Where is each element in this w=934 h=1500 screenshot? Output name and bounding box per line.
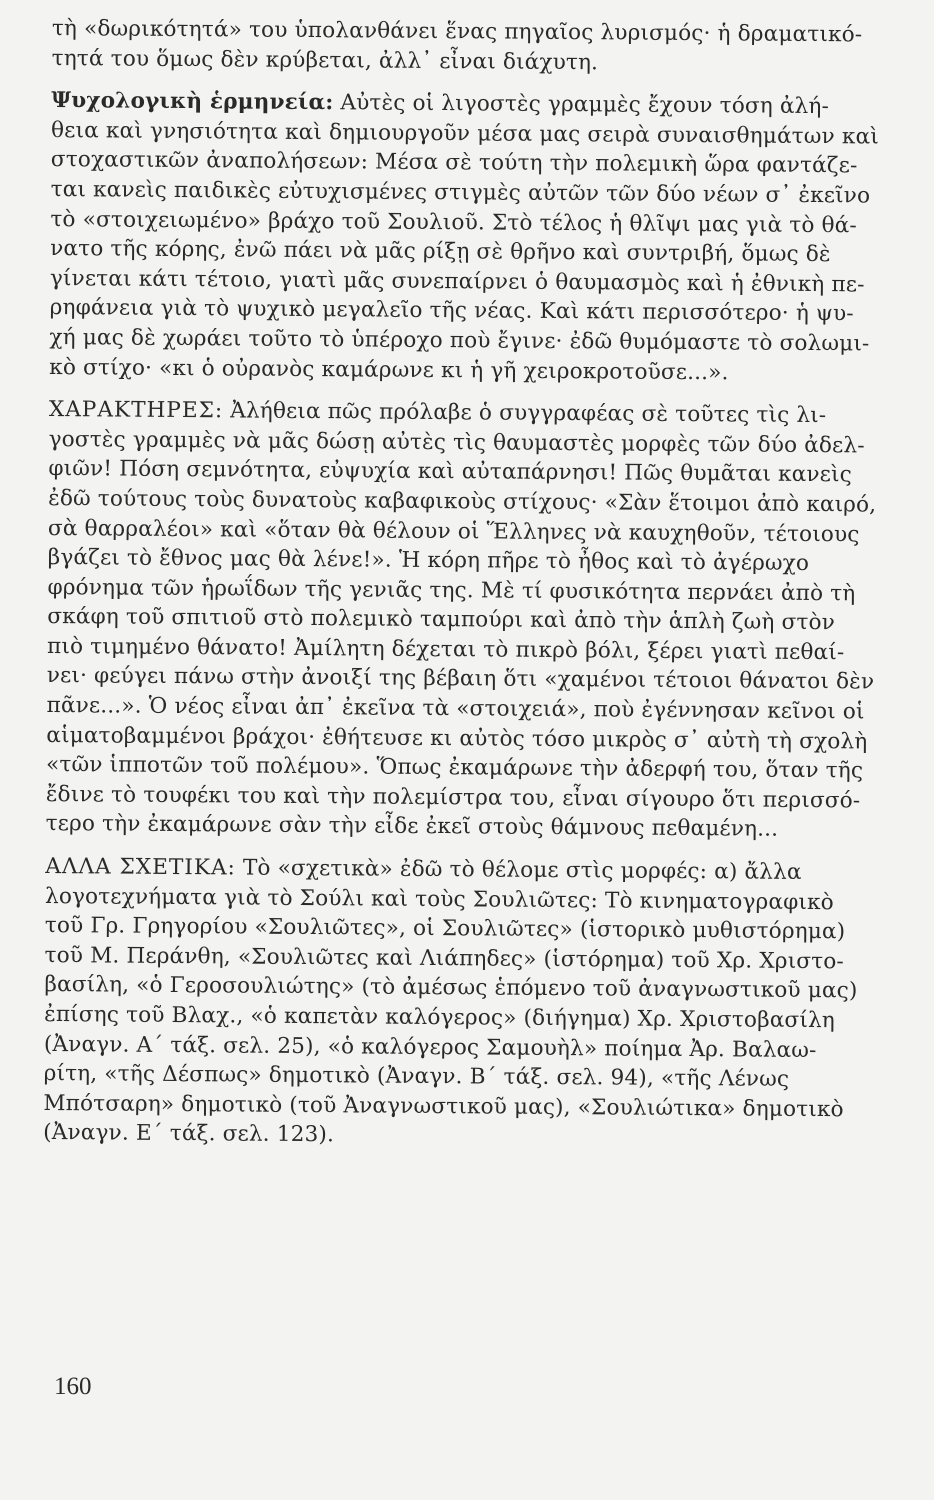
text-line: νατο τῆς κόρης, ἐνῶ πάει νὰ μᾶς ρίξῃ σὲ θρῆνο καὶ συντριβή, ὅμως δὲ bbox=[50, 236, 831, 268]
text-line: φρόνημα τῶν ἡρωΐδων τῆς γενιᾶς της. Μὲ τί φυσικότητα περνάει ἀπὸ τὴ bbox=[47, 574, 856, 607]
text-line: (Ἀναγν. Ε΄ τάξ. σελ. 123). bbox=[43, 1120, 335, 1148]
text-line: θεια καὶ γνησιότητα καὶ δημιουργοῦν μέσα μας σειρὰ συναισθημάτων καὶ bbox=[50, 117, 879, 150]
text-line: αἱματοβαμμένοι βράχοι· ἐθήτευσε κι αὐτὸς τόσο μικρὸς σ᾿ αὐτὴ τὴ σχολὴ bbox=[46, 722, 868, 755]
text-line-continuation: Ἀλήθεια πῶς πρόλαβε ὁ συγγραφέας σὲ τοῦτες τὶς λι- bbox=[223, 398, 827, 429]
text-line: ἐπίσης τοῦ Βλαχ., «ὁ καπετὰν καλόγερος» (διήγημα) Χρ. Χριστοβασίλη bbox=[44, 1001, 836, 1034]
section-heading-psychological: Ψυχολογικὴ ἑρμηνεία: bbox=[51, 88, 334, 116]
text-line: φιῶν! Πόση σεμνότητα, εὐψυχία καὶ αὐταπάρνησι! Πῶς θυμᾶται κανεὶς bbox=[48, 456, 852, 488]
text-line: τητά του ὅμως δὲν κρύβεται, ἀλλ᾿ εἶναι διάχυτη. bbox=[51, 45, 599, 75]
paragraph-related bbox=[43, 852, 883, 1155]
text-line: σὰ θαρραλέοι» καὶ «ὅταν θὰ θέλουν οἱ Ἕλληνες νὰ καυχηθοῦν, τέτοιους bbox=[47, 515, 860, 547]
text-line: λογοτεχνήματα γιὰ τὸ Σούλι καὶ τοὺς Σουλιῶτες: Τὸ κινηματογραφικὸ bbox=[44, 883, 834, 915]
section-heading-characters: ΧΑΡΑΚΤΗΡΕΣ: bbox=[48, 397, 224, 424]
text-line: ρίτη, «τῆς Δέσπως» δημοτικὸ (Ἀναγν. Β΄ τάξ. σελ. 94), «τῆς Λένως bbox=[43, 1061, 790, 1093]
text-line: τοῦ Μ. Περάνθη, «Σουλιῶτες καὶ Λιάπηδες» (ἱστόρημα) τοῦ Χρ. Χριστο- bbox=[44, 942, 844, 975]
text-line: τοῦ Γρ. Γρηγορίου «Σουλιῶτες», οἱ Σουλιῶτες» (ἱστορικὸ μυθιστόρημα) bbox=[44, 913, 846, 945]
text-line: γοστὲς γραμμὲς νὰ μᾶς δώσῃ αὐτὲς τὶς θαυμαστὲς μορφὲς τῶν δύο ἀδελ- bbox=[48, 426, 865, 459]
text-line: ται κανεὶς παιδικὲς εὐτυχισμένες στιγμὲς αὐτῶν τῶν δύο νέων σ᾿ ἐκεῖνο bbox=[50, 176, 871, 209]
text-line: γίνεται κάτι τέτοιο, γιατὶ μᾶς συνεπαίρνει ὁ θαυμασμὸς καὶ ἡ ἐθνικὴ πε- bbox=[49, 265, 865, 298]
text-line: «τῶν ἱπποτῶν τοῦ πολέμου». Ὅπως ἐκαμάρωνε τὴν ἀδερφή του, ὅταν τῆς bbox=[46, 752, 864, 784]
text-line: νει· φεύγει πάνω στὴν ἀνοιξί της βέβαιη ὅτι «χαμένοι τέτοιοι θάνατοι δὲν bbox=[46, 663, 875, 695]
text-line: χή μας δὲ χωράει τοῦτο τὸ ὑπέροχο ποὺ ἔγινε· ἐδῶ θυμόμαστε τὸ σολωμι- bbox=[49, 324, 870, 357]
text-line: ἔδινε τὸ τουφέκι του καὶ τὴν πολεμίστρα του, εἶναι σίγουρο ὅτι περισσό- bbox=[45, 781, 861, 814]
text-line: βασίλη, «ὁ Γεροσουλιώτης» (τὸ ἀμέσως ἑπόμενο τοῦ ἀναγνωστικοῦ μας) bbox=[44, 972, 858, 1004]
page-number: 160 bbox=[54, 1373, 92, 1400]
text-line: Μπότσαρη» δημοτικὸ (τοῦ Ἀναγνωστικοῦ μας), «Σουλιώτικα» δημοτικὸ bbox=[43, 1090, 844, 1123]
text-line: πιὸ τιμημένο θάνατο! Ἀμίλητη δέχεται τὸ πικρὸ βόλι, ξέρει γιατὶ πεθαί- bbox=[46, 633, 845, 666]
text-line: τὸ «στοιχειωμένο» βράχο τοῦ Σουλιοῦ. Στὸ τέλος ἡ θλῖψι μας γιὰ τὸ θά- bbox=[50, 206, 857, 238]
text-line: σκάφη τοῦ σπιτιοῦ στὸ πολεμικὸ ταμπούρι καὶ ἀπὸ τὴν ἁπλὴ ζωὴ στὸν bbox=[47, 604, 836, 636]
paragraph-psychological-interpretation bbox=[49, 86, 889, 389]
text-line: στοχαστικῶν ἀναπολήσεων: Μέσα σὲ τούτη τὴν πολεμικὴ ὥρα φαντάζε- bbox=[50, 147, 858, 179]
text-line: ἐδῶ τούτους τοὺς δυνατοὺς καβαφικοὺς στίχους· «Σὰν ἕτοιμοι ἀπὸ καιρό, bbox=[48, 485, 877, 518]
text-line: τὴ «δωρικότητά» του ὑπολανθάνει ἕνας πηγαῖος λυρισμός· ἡ δραματικό- bbox=[51, 15, 863, 48]
text-line: πᾶνε...». Ὁ νέος εἶναι ἀπ᾿ ἐκεῖνα τὰ «στοιχειά», ποὺ ἐγέννησαν κεῖνοι οἱ bbox=[46, 693, 865, 725]
text-line: τερο τὴν ἐκαμάρωνε σὰν τὴν εἶδε ἐκεῖ στοὺς θάμνους πεθαμένη... bbox=[45, 811, 779, 843]
section-heading-related: ΑΛΛΑ ΣΧΕΤΙΚΑ: bbox=[45, 854, 236, 881]
paragraph-characters bbox=[46, 395, 887, 845]
page-body-text bbox=[43, 14, 890, 1155]
text-line: βγάζει τὸ ἔθνος μας θὰ λένε!». Ἡ κόρη πῆρε τὸ ἦθος καὶ τὸ ἀγέρωχο bbox=[47, 545, 810, 577]
text-line: (Ἀναγν. Α΄ τάξ. σελ. 25), «ὁ καλόγερος Σαμουὴλ» ποίημα Ἀρ. Βαλαω- bbox=[43, 1031, 817, 1063]
text-line-continuation: Αὐτὲς οἱ λιγοστὲς γραμμὲς ἔχουν τόση ἀλή- bbox=[333, 90, 830, 120]
text-line-continuation: Τὸ «σχετικὰ» ἐδῶ τὸ θέλομε στὶς μορφές: α) ἄλλα bbox=[235, 855, 802, 885]
paragraph-dorikotita bbox=[52, 14, 890, 80]
text-line: ρηφάνεια γιὰ τὸ ψυχικὸ μεγαλεῖο τῆς νέας. Καὶ κάτι περισσότερο· ἡ ψυ- bbox=[49, 295, 854, 327]
text-line: κὸ στίχο· «κι ὁ οὐρανὸς καμάρωνε κι ἡ γῆ χειροκροτοῦσε...». bbox=[49, 354, 729, 385]
